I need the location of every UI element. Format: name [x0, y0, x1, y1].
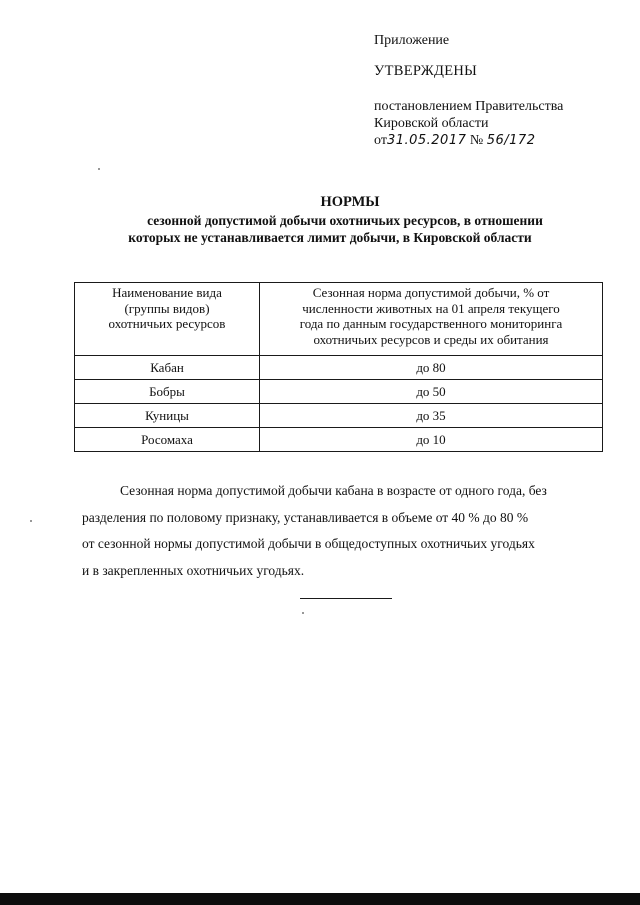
table-header-row [75, 283, 603, 356]
norms-table [74, 282, 603, 452]
approval-date-number [374, 132, 624, 149]
norm-cell: до 35 [260, 404, 603, 428]
header-species-line: охотничьих ресурсов [108, 316, 226, 331]
scan-speck [98, 168, 100, 170]
norm-cell: до 10 [260, 428, 603, 452]
species-cell: Бобры [75, 380, 260, 404]
paragraph-line: от сезонной нормы допустимой добычи в общедоступных охотничьих угодьях [82, 536, 535, 551]
approval-line-1: постановлением Правительства [374, 99, 564, 114]
header-norm-line: охотничьих ресурсов и среды их обитания [313, 331, 549, 347]
scan-speck [302, 612, 304, 614]
scan-speck [30, 520, 32, 522]
approval-line-2: Кировской области [374, 116, 489, 131]
table-row [75, 380, 603, 404]
paragraph-line: разделения по половому признаку, устанавливается в объеме от 40 % до 80 % [82, 509, 529, 525]
paragraph-line: и в закрепленных охотничьих угодьях. [82, 562, 305, 578]
header-norm [260, 283, 603, 356]
header-species-line: (группы видов) [124, 300, 210, 316]
header-norm-line: Сезонная норма допустимой добычи, % от [312, 285, 550, 300]
species-cell: Куницы [75, 404, 260, 428]
title-line-1: сезонной допустимой добычи охотничьих ресурсов, в отношении [147, 213, 543, 228]
approval-date: 31.05.2017 [386, 133, 467, 148]
scan-edge-bar [0, 893, 640, 905]
table-row [75, 404, 603, 428]
number-prefix: № [469, 133, 484, 148]
header-norm-line: года по данным государственного мониторинга [299, 316, 563, 331]
header-species [75, 283, 260, 356]
table-row [75, 356, 603, 380]
approval-block [374, 32, 624, 149]
paragraph-line: Сезонная норма допустимой добычи кабана в возрасте от одного года, без [120, 483, 547, 498]
document-title [60, 192, 620, 246]
species-cell: Кабан [75, 356, 260, 380]
header-species-line: Наименование вида [112, 285, 222, 300]
approved-label: УТВЕРЖДЕНЫ [374, 63, 478, 79]
header-norm-line: численности животных на 01 апреля текущего [302, 300, 560, 316]
title-line-2: которых не устанавливается лимит добычи, в Кировской области [128, 230, 532, 245]
species-cell: Росомаха [75, 428, 260, 452]
table-row [75, 428, 603, 452]
end-rule [300, 598, 392, 599]
norm-cell: до 80 [260, 356, 603, 380]
approval-number: 56/172 [486, 133, 536, 148]
date-prefix: от [374, 133, 387, 148]
norm-cell: до 50 [260, 380, 603, 404]
appendix-label: Приложение [374, 33, 450, 48]
title-heading: НОРМЫ [320, 194, 380, 210]
body-paragraph [82, 478, 602, 584]
